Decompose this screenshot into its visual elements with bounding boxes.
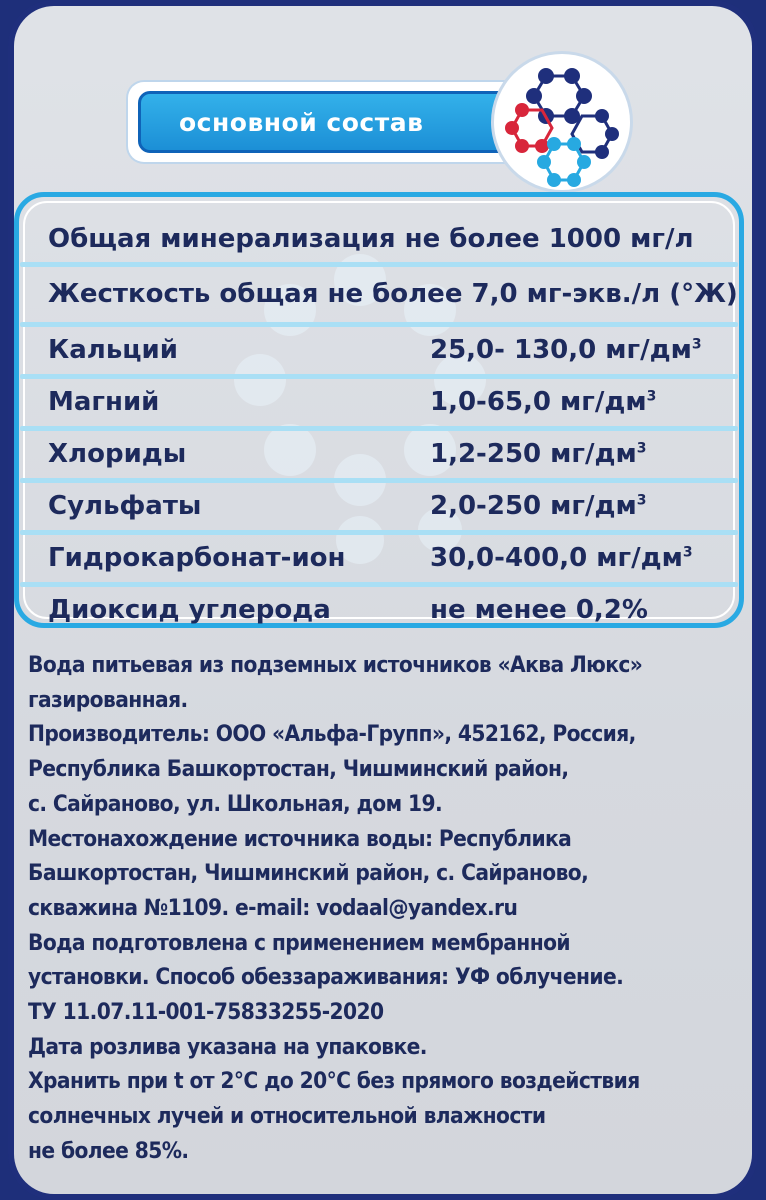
row-name: Хлориды [48, 439, 187, 469]
row-name: Кальций [48, 335, 178, 365]
description-line: ТУ 11.07.11-001-75833255-2020 [28, 999, 384, 1026]
description-line: Вода подготовлена с применением мембранной [28, 929, 570, 956]
description-line: установки. Способ обеззараживания: УФ облучение. [28, 964, 624, 991]
composition-row [14, 428, 744, 480]
description-line: не более 85%. [28, 1137, 189, 1164]
row-label: Общая минерализация не более 1000 мг/л [48, 224, 694, 254]
description-line: солнечных лучей и относительной влажности [28, 1103, 546, 1130]
composition-row [14, 584, 744, 636]
description-line: Производитель: ООО «Альфа-Групп», 452162, Россия, [28, 721, 636, 748]
description-line: Вода питьевая из подземных источников «Аква Люкс» [28, 652, 643, 678]
row-value: 25,0- 130,0 $мг/дм^3$ [430, 335, 702, 365]
description-line: Хранить при t от 2°С до 20°С без прямого воздействия [28, 1068, 640, 1095]
description-line: газированная. [28, 686, 188, 713]
description-line: Местонахождение источника воды: Республика [28, 825, 572, 852]
row-name: Магний [48, 387, 160, 417]
composition-rows [14, 208, 744, 630]
row-value: не менее 0,2% [430, 595, 648, 625]
composition-row [14, 376, 744, 428]
row-value: 2,0-250 $мг/дм^3$ [430, 491, 647, 521]
header-pill [138, 91, 538, 153]
description-line: Дата розлива указана на упаковке. [28, 1033, 427, 1060]
row-name: Сульфаты [48, 491, 202, 521]
row-name: Гидрокарбонат-ион [48, 543, 346, 573]
composition-row [14, 480, 744, 532]
description-line: Республика Башкортостан, Чишминский район, [28, 756, 569, 783]
molecule-icon [494, 54, 630, 190]
row-value: 30,0-400,0 $мг/дм^3$ [430, 543, 693, 573]
composition-row [14, 264, 744, 324]
composition-row [14, 324, 744, 376]
row-name: Диоксид углерода [48, 595, 331, 625]
composition-row [14, 532, 744, 584]
section-header [128, 82, 598, 162]
description-line: скважина №1109. e-mail: vodaal@yandex.ru [28, 894, 518, 921]
header-title: основной состав [179, 107, 424, 137]
row-value: 1,0-65,0 $мг/дм^3$ [430, 387, 657, 417]
row-label: Жесткость общая не более 7,0 мг-экв./л (°Ж) [48, 279, 738, 309]
row-value: 1,2-250 $мг/дм^3$ [430, 439, 647, 469]
composition-row [14, 214, 744, 264]
description-line: с. Сайраново, ул. Школьная, дом 19. [28, 790, 443, 817]
product-description [28, 648, 748, 1169]
description-line: Башкортостан, Чишминский район, с. Сайраново, [28, 860, 589, 887]
